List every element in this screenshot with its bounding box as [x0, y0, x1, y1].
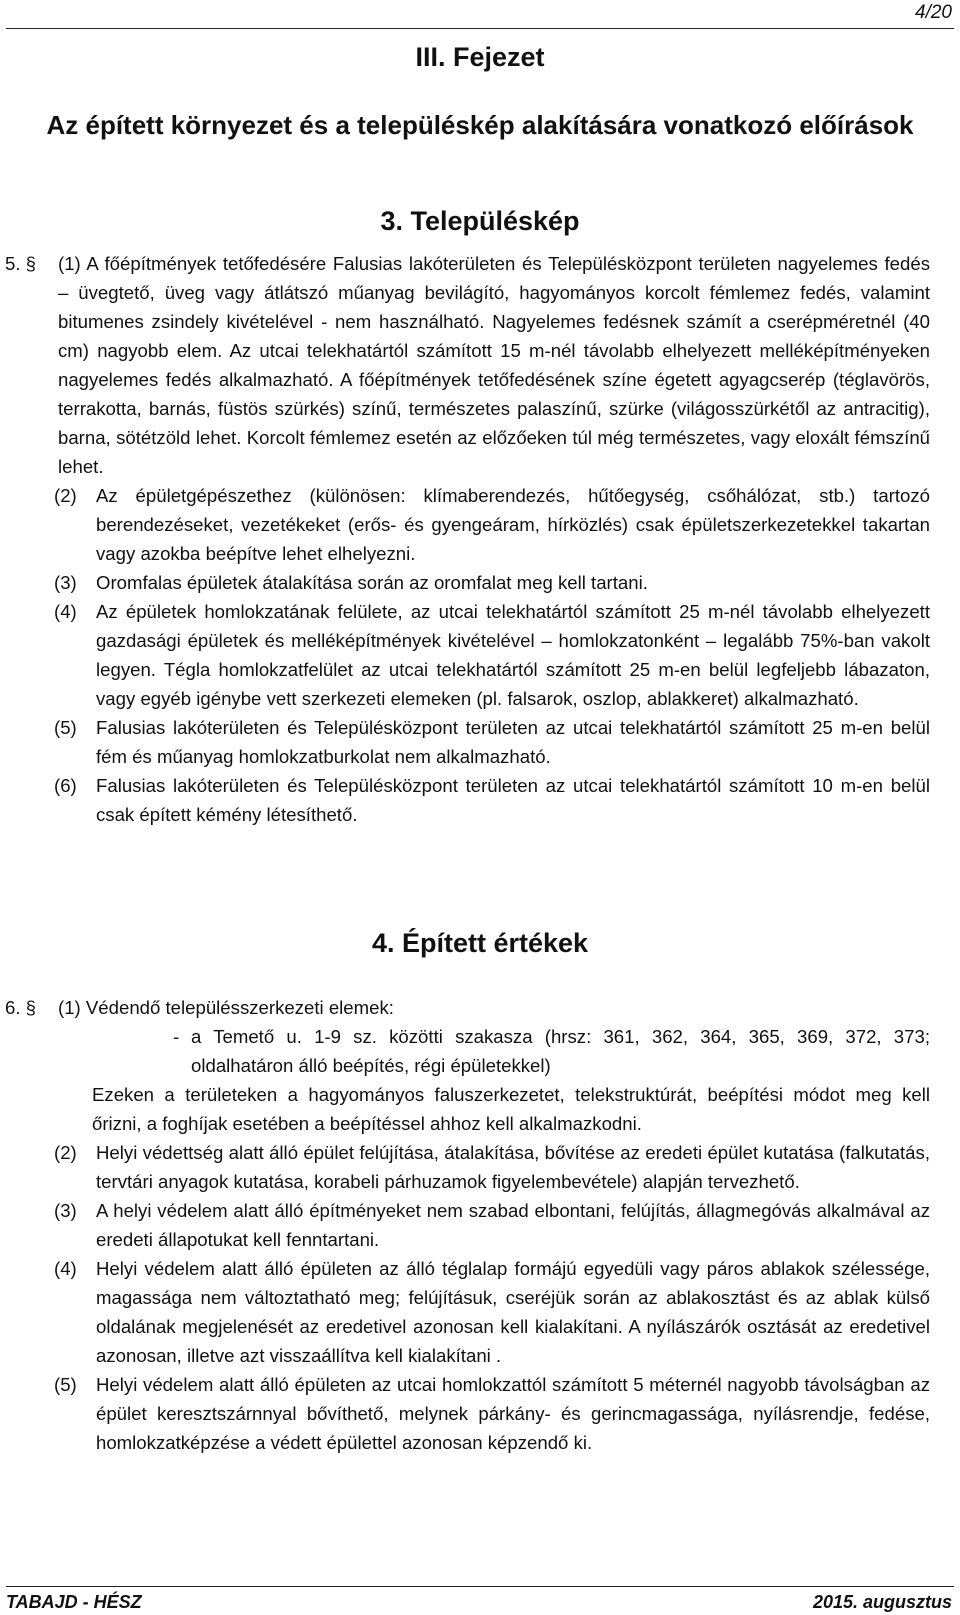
s3-item-3-text: Oromfalas épületek átalakítása során az oromfalat meg kell tartani.: [96, 572, 648, 593]
s4-item-5-num: (5): [54, 1374, 77, 1395]
s3-item-5-text: Falusias lakóterületen és Településközpont területen az utcai telekhatártól számított 25 m-en belül fém és műanyag homlokzatburkolat nem alkalmazható.: [96, 717, 930, 767]
s4-item-1-intro: Védendő településszerkezeti elemek:: [85, 997, 394, 1018]
s4-item-3-num: (3): [54, 1200, 77, 1221]
s4-item-1-after-text: Ezeken a területeken a hagyományos faluszerkezetet, telekstruktúrát, beépítési módot meg kell őrizni, a foghíjak esetében a beépítéssel ahhoz kell alkalmazkodni.: [92, 1084, 930, 1134]
s4-item-3-text: A helyi védelem alatt álló építményeket nem szabad elbontani, felújítás, állagmegóvás alkalmával az eredeti állapotukat kell fenntartani.: [96, 1200, 930, 1250]
section-4-body: [54, 993, 930, 1457]
s3-item-4-text: Az épületek homlokzatának felülete, az utcai telekhatártól számított 25 m-nél távolabb elhelyezett gazdasági épületek és melléképítmények kivételével – homlokzatonként – legalább 75%-ban vakolt legyen. Tégla homlokzatfelület az utcai telekhatártól számított 25 m-en belül legfeljebb lábazaton, vagy egyéb igénybe vett szerkezeti elemeken (pl. falsarok, oszlop, ablakkeret) alkalmazható.: [96, 601, 930, 709]
s4-item-1-after: [58, 1080, 930, 1138]
s3-item-6-num: (6): [54, 775, 77, 796]
paragraph-6-number: 6. §: [5, 997, 37, 1018]
s4-item-4-num: (4): [54, 1258, 77, 1279]
s4-item-5: [54, 1370, 930, 1457]
s4-item-1: [58, 993, 930, 1022]
s3-item-2-text: Az épületgépészethez (különösen: klímaberendezés, hűtőegység, csőhálózat, stb.) tartozó berendezéseket, vezetékeket (erős- és gyengeáram, hírközlés) csak épületszerkezetekkel takartan vagy azokba beépítve lehet elhelyezni.: [96, 485, 930, 564]
s3-item-1-num: (1): [58, 253, 81, 274]
section-4-heading: 4. Épített értékek: [371, 928, 589, 958]
s4-item-4-text: Helyi védelem alatt álló épületen az álló téglalap formájú egyedüli vagy páros ablakok szélessége, magassága nem változtatható meg; felújításuk, cseréjük során az ablakosztást és az ablak külső oldalának megjelenését az eredetivel azonosan kell kialakítani. A nyílászárók osztását az eredetivel azonosan, illetve azt visszaállítva kell kialakítani .: [96, 1258, 930, 1366]
s4-item-5-text: Helyi védelem alatt álló épületen az utcai homlokzattól számított 5 méternél nagyobb távolságban az épület keresztszárnnyal bővíthető, melynek párkány- és gerincmagassága, nyílásrendje, fedése, homlokzatképzése a védett épülettel azonosan képzendő ki.: [96, 1374, 930, 1453]
s3-item-3: [54, 568, 930, 597]
footer-right: 2015. augusztus: [812, 1592, 952, 1612]
footer-rule: [6, 1586, 954, 1587]
chapter-heading: III. Fejezet: [415, 42, 545, 72]
s4-item-2-text: Helyi védettség alatt álló épület felújítása, átalakítása, bővítése az eredeti épület kutatása (falkutatás, tervtári anyagok kutatása, korabeli párhuzamok figyelembevétele) alapján tervezhető.: [96, 1142, 930, 1192]
s3-item-5: [54, 713, 930, 771]
s4-dash-item: [58, 1022, 930, 1080]
s3-item-1: [58, 249, 930, 481]
page-number: 4/20: [915, 2, 952, 23]
dash-marker: -: [173, 1026, 180, 1047]
header-rule: [6, 28, 954, 29]
s4-item-3: [54, 1196, 930, 1254]
s3-item-6-text: Falusias lakóterületen és Településközpont területen az utcai telekhatártól számított 10 m-en belül csak épített kémény létesíthető.: [96, 775, 930, 825]
paragraph-5-number: 5. §: [5, 253, 37, 274]
s3-item-2: [54, 481, 930, 568]
footer-left: TABAJD - HÉSZ: [6, 1592, 142, 1612]
s3-item-2-num: (2): [54, 485, 77, 506]
s4-item-1-num: (1): [58, 997, 81, 1018]
s4-dash-item-text: a Temető u. 1-9 sz. közötti szakasza (hrsz: 361, 362, 364, 365, 369, 372, 373; oldalhatáron álló beépítés, régi épületekkel): [191, 1026, 930, 1076]
s3-item-4-num: (4): [54, 601, 77, 622]
s3-item-5-num: (5): [54, 717, 77, 738]
section-3-body: [54, 249, 930, 829]
s4-item-4: [54, 1254, 930, 1370]
s3-item-3-num: (3): [54, 572, 77, 593]
section-3-heading: 3. Településkép: [380, 206, 580, 236]
s4-item-2: [54, 1138, 930, 1196]
s3-item-4: [54, 597, 930, 713]
s3-item-1-text: A főépítmények tetőfedésére Falusias lakóterületen és Településközpont területen nagyelemes fedés – üvegtető, üveg vagy átlátszó műanyag bevilágító, hagyományos korcolt fémlemez fedés, valamint bitumenes zsindely kivételével - nem használható. Nagyelemes fedésnek számít a cserépméretnél (40 cm) nagyobb elem. Az utcai telekhatártól számított 15 m-nél távolabb elhelyezett melléképítményeken nagyelemes fedés alkalmazható. A főépítmények tetőfedésének színe égetett agyagcserép (téglavörös, terrakotta, barnás, füstös szürkés) színű, természetes palaszínű, szürke (világosszürkétől az antracitig), barna, sötétzöld lehet. Korcolt fémlemez esetén az előzőeken túl még természetes, vagy eloxált fémszínű lehet.: [58, 253, 930, 477]
s3-item-6: [54, 771, 930, 829]
s4-item-2-num: (2): [54, 1142, 77, 1163]
chapter-title: Az épített környezet és a településkép alakítására vonatkozó előírások: [46, 110, 914, 140]
